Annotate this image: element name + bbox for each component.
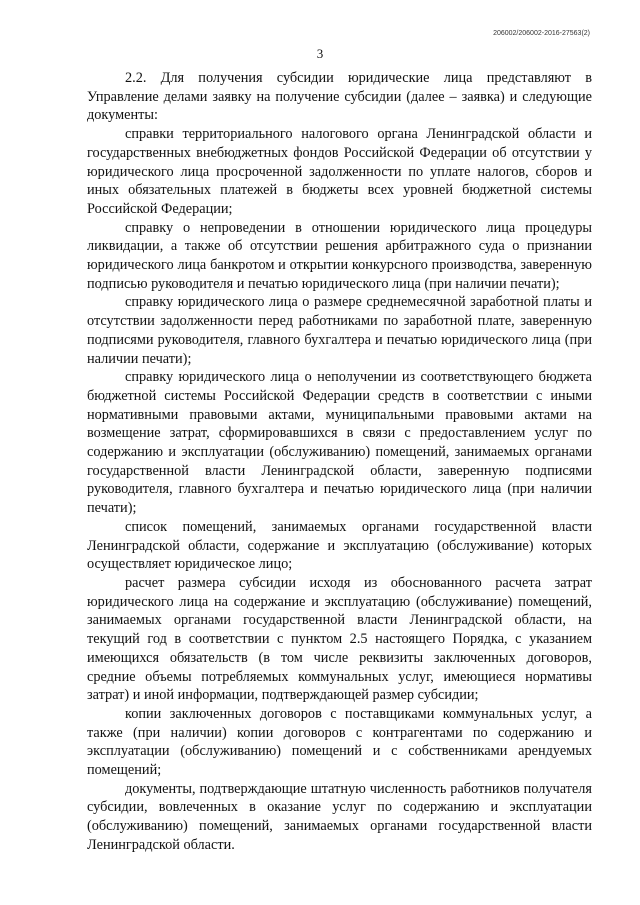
- paragraph: справку о непроведении в отношении юридического лица процедуры ликвидации, а также об отсутствии решения арбитражного суда о признании юридического лица банкротом и открытии конкурсного производства, заверенную подписью руководителя и печатью юридического лица (при наличии печати);: [87, 219, 592, 292]
- paragraph: справку юридического лица о размере среднемесячной заработной платы и отсутствии задолженности перед работниками по заработной плате, заверенную подписями руководителя, главного бухгалтера и печатью юридического лица (при наличии печати);: [87, 294, 592, 367]
- document-body: [87, 69, 592, 855]
- page-number: 3: [316, 46, 324, 61]
- paragraph: 2.2. Для получения субсидии юридические лица представляют в Управление делами заявку на получение субсидии (далее – заявка) и следующие документы:: [87, 70, 592, 124]
- paragraph: расчет размера субсидии исходя из обоснованного расчета затрат юридического лица на содержание и эксплуатацию (обслуживание) помещений, занимаемых органами государственной власти Ленинградской области, на текущий год в соответствии с пунктом 2.5 настоящего Порядка, с указанием имеющихся обязательств (в том числе реквизиты заключенных договоров, средние объемы потребляемых коммунальных услуг, имеющиеся нормативы затрат) и иной информации, подтверждающей размер субсидии;: [87, 574, 592, 704]
- paragraph: справку юридического лица о неполучении из соответствующего бюджета бюджетной системы Российской Федерации средств в соответствии с иными нормативными правовыми актами, муниципальными правовыми актами на возмещение затрат, сформировавшихся в связи с предоставлением услуг по содержанию и эксплуатации (обслуживанию) помещений, занимаемых органами государственной власти Ленинградской области, заверенную подписями руководителя, главного бухгалтера и печатью юридического лица (при наличии печати);: [87, 369, 592, 517]
- paragraph: копии заключенных договоров с поставщиками коммунальных услуг, а также (при наличии) копии договоров с контрагентами по содержанию и эксплуатации (обслуживанию) помещений и с собственниками арендуемых помещений;: [87, 705, 592, 779]
- document-id: 206002/206002-2016-27563(2): [493, 30, 590, 37]
- paragraph: список помещений, занимаемых органами государственной власти Ленинградской области, содержание и эксплуатацию (обслуживание) которых осуществляет юридическое лицо;: [87, 518, 592, 573]
- paragraph: документы, подтверждающие штатную численность работников получателя субсидии, вовлеченных в оказание услуг по содержанию и эксплуатации (обслуживанию) помещений, занимаемых органами государственной власти Ленинградской области.: [87, 780, 592, 853]
- paragraph: справки территориального налогового органа Ленинградской области и государственных внебюджетных фондов Российской Федерации об отсутствии у юридического лица просроченной задолженности по уплате налогов, сборов и иных обязательных платежей в бюджеты всех уровней бюджетной системы Российской Федерации;: [87, 126, 592, 217]
